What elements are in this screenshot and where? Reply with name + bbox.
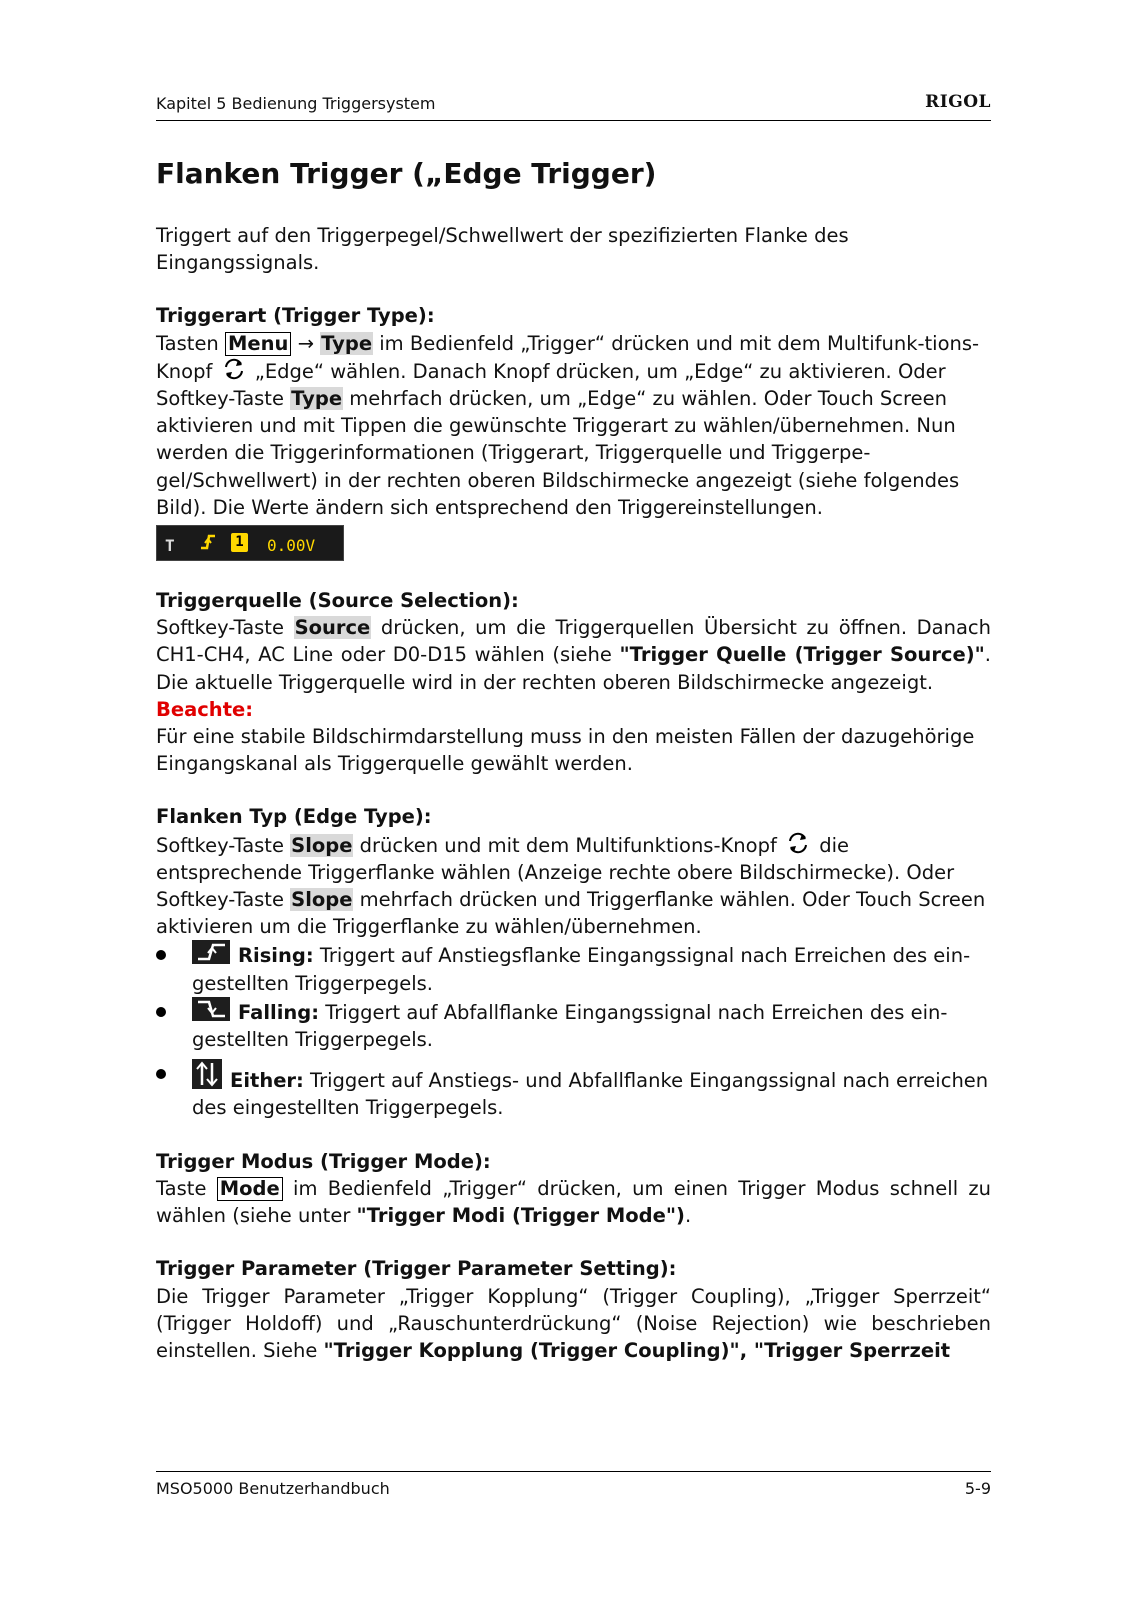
source-key: Source [294,616,371,640]
trigger-type-label: T [165,536,175,556]
edge-type-list [156,940,991,1121]
trigger-type-heading: Triggerart (Trigger Type): [156,304,435,328]
note-text: Für eine stabile Bildschirmdarstellung muss in den meisten Fällen der dazugehörige Eingangskanal als Triggerquelle gewählt werden. [156,725,975,776]
page-number: 5-9 [964,1479,991,1498]
slope-key-2: Slope [291,888,353,912]
source-heading: Triggerquelle (Source Selection): [156,589,519,613]
either-edge-icon [192,1059,222,1089]
menu-key: Menu [225,332,291,356]
page-title: Flanken Trigger („Edge Trigger) [156,157,657,190]
trigger-type-paragraph: Tasten Menu → Type im Bedienfeld „Trigger“ drücken und mit dem Multifunk-tions-Knopf „Edge“ wählen. Danach Knopf drücken, um „Edge“ zu aktivieren. Oder Softkey-Taste Type mehrfach drücken, um „Edge“ zu wählen. Oder Touch Screen aktivieren und mit Tippen die gewünschte Triggerart zu wählen/übernehmen. Nun werden die Triggerinformationen (Triggerart, Triggerquelle und Triggerpe-gel/Schwellwert) in der rechten oberen Bildschirmecke angezeigt (siehe folgendes Bild). Die Werte ändern sich entsprechend den Triggereinstellungen. [156,331,980,519]
edge-type-heading: Flanken Typ (Edge Type): [156,805,432,829]
channel-badge: 1 [231,533,248,552]
chapter-title: Kapitel 5 Bedienung Triggersystem [156,94,436,113]
rising-edge-icon [192,940,230,964]
brand-logo: RIGOL [925,92,991,112]
multifunction-knob-icon [221,357,247,381]
page-footer [156,1471,991,1502]
mode-reference: "Trigger Modi (Trigger Mode") [356,1204,685,1228]
page-content [156,150,991,1364]
source-reference: "Trigger Quelle (Trigger Source)" [619,643,985,667]
list-item: Falling: Triggert auf Abfallflanke Eingangssignal nach Erreichen des ein-gestellten Triggerpegels. [156,997,991,1053]
params-paragraph: Die Trigger Parameter „Trigger Kopplung“ (Trigger Coupling), „Trigger Sperrzeit“ (Trigger Holdoff) und „Rauschunterdrückung“ (Noise Rejection) wie beschrieben einstellen. Siehe "Trigger Kopplung (Trigger Coupling)", "Trigger Sperrzeit [156,1284,991,1362]
edge-type-paragraph: Softkey-Taste Slope drücken und mit dem Multifunktions-Knopf die entsprechende Triggerflanke wählen (Anzeige rechte obere Bildschirmecke). Oder Softkey-Taste Slope mehrfach drücken und Triggerflanke wählen. Oder Touch Screen aktivieren um die Triggerflanke zu wählen/übernehmen. [156,831,991,941]
type-key: Type [321,331,373,355]
manual-title: MSO5000 Benutzerhandbuch [156,1479,390,1498]
trigger-info-display [156,525,344,561]
mode-paragraph: Taste Mode im Bedienfeld „Trigger“ drücken, um einen Trigger Modus schnell zu wählen (siehe unter "Trigger Modi (Trigger Mode"). [156,1176,992,1228]
note-label: Beachte: [156,697,254,721]
list-item: Either: Triggert auf Anstiegs- und Abfallflanke Eingangssignal nach erreichen des eingestellten Triggerpegels. [156,1059,991,1121]
list-item: Rising: Triggert auf Anstiegsflanke Eingangssignal nach Erreichen des ein-gestellten Triggerpegels. [156,940,991,996]
intro-paragraph: Triggert auf den Triggerpegel/Schwellwert der spezifizierten Flanke des Eingangssignals. [156,224,849,275]
mode-key: Mode [217,1177,283,1201]
rising-edge-icon [199,532,217,560]
slope-key: Slope [291,833,353,857]
mode-heading: Trigger Modus (Trigger Mode): [156,1149,491,1173]
multifunction-knob-icon [785,831,811,855]
falling-edge-icon [192,997,230,1021]
trigger-level: 0.00V [267,536,316,556]
type-key-2: Type [291,387,343,411]
page-header [156,92,991,121]
source-paragraph: Softkey-Taste Source drücken, um die Triggerquellen Übersicht zu öffnen. Danach CH1-CH4, AC Line oder D0-D15 wählen (siehe "Trigger Quelle (Trigger Source)". Die aktuelle Triggerquelle wird in der rechten oberen Bildschirmecke angezeigt. [156,616,991,694]
params-reference: "Trigger Kopplung (Trigger Coupling)", "Trigger Sperrzeit [323,1338,951,1362]
params-heading: Trigger Parameter (Trigger Parameter Setting): [156,1257,677,1281]
